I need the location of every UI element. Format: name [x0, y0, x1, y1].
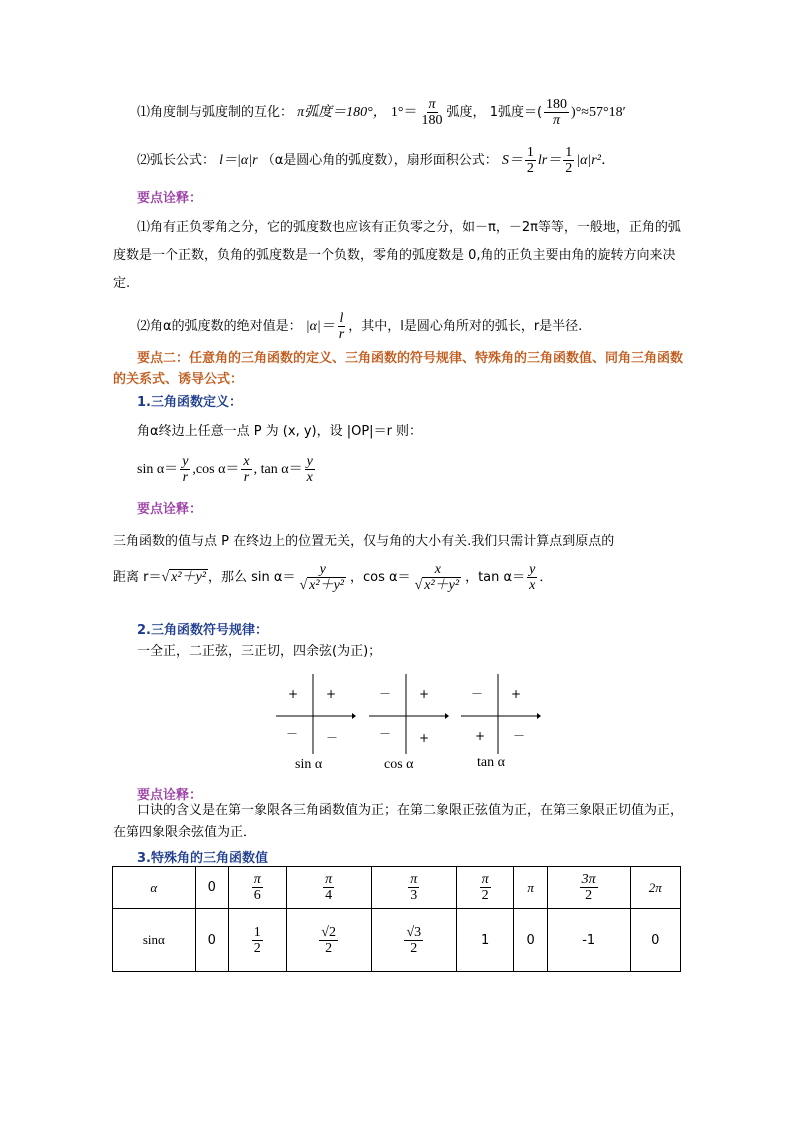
tan-q1-sign: +: [511, 687, 522, 701]
table-cell: π: [514, 867, 547, 909]
table-cell: 0: [195, 909, 228, 972]
table-cell: $\frac{1}{2}$: [228, 909, 286, 972]
half-frac: $\frac{1}{2}$: [526, 145, 534, 176]
sin-q4-sign: －: [326, 731, 339, 745]
table-cell: $\frac{√3}{2}$: [371, 909, 456, 972]
arc-length-label: ⑵弧长公式：: [137, 153, 216, 168]
table-cell: 0: [630, 909, 680, 972]
sin-q1-sign: +: [326, 687, 337, 701]
key-note-heading-1: 要点诠释：: [137, 191, 203, 206]
l-over-r: $\frac{l}{r}$: [338, 311, 345, 342]
table-cell: 2π: [630, 867, 680, 909]
pi-over-180: $\frac{\pi}{180}$: [421, 97, 443, 128]
table-cell: α: [113, 867, 196, 909]
table-row: [113, 909, 681, 972]
half-frac-2: $\frac{1}{2}$: [565, 145, 573, 176]
sin-chart-caption: sin α: [295, 757, 323, 772]
abs-radian-line: ⑵角α的弧度数的绝对值是： |α|＝ $\frac{l}{r}$ ，其中，l是圆心角所对的弧长，r是半径.: [137, 311, 583, 342]
table-cell: $\frac{\pi}{2}$: [456, 867, 514, 909]
sin-q2-sign: +: [288, 687, 299, 701]
special-angle-table: [112, 866, 681, 972]
one-radian-eq: 1弧度＝(: [489, 105, 543, 120]
arc-length-formula: l＝|α|r: [219, 153, 258, 168]
cos-q2-sign: －: [379, 687, 392, 701]
180-over-pi: $\frac{180}{\pi}$: [546, 97, 568, 128]
table-cell: $\frac{\pi}{6}$: [228, 867, 286, 909]
tan-q3-sign: +: [475, 729, 486, 743]
paragraph-sign-angles: ⑴角有正负零角之分，它的弧度数也应该有正负零之分，如－π，－2π等等，一般地，正角的弧度数是一个正数，负角的弧度数是一个负数，零角的弧度数是 0,角的正负主要由角的旋转方向来决定.: [113, 220, 681, 291]
cos-radical-frac: $\frac{x}{\text{√ x²＋y²}}$: [414, 562, 460, 593]
table-cell: sinα: [113, 909, 196, 972]
key-note-2-line2: 距离 r＝√ x²＋y² ，那么 sin α＝ $\frac{y}{\text{√ x²＋y²}}$ ，cos α＝ $\frac{x}{\text{√ x²＋y²}}$ ，tan α＝ $\frac{y}{x}$ ．: [113, 562, 553, 593]
table-cell: $\frac{\pi}{3}$: [371, 867, 456, 909]
subheading-sign-rules: 2.三角函数符号规律：: [137, 623, 268, 638]
cos-sign-chart: [369, 670, 449, 760]
sin-q3-sign: －: [286, 727, 299, 741]
y-over-x: $\frac{y}{x}$: [306, 454, 313, 485]
cos-q3-sign: －: [379, 727, 392, 741]
key-note-heading-2: 要点诠释：: [137, 502, 203, 517]
conversion-label: ⑴角度制与弧度制的互化：: [137, 105, 294, 120]
y-over-r: $\frac{y}{r}$: [182, 454, 189, 485]
key-note-heading-3: 要点诠释：: [137, 788, 203, 803]
table-cell: 1: [456, 909, 514, 972]
cos-q4-sign: +: [419, 731, 430, 745]
table-header-row: [113, 867, 681, 909]
table-cell: $\frac{3\pi}{2}$: [547, 867, 630, 909]
one-degree-eq: 1°＝: [390, 105, 418, 120]
subheading-special-values: 3.特殊角的三角函数值: [137, 851, 268, 866]
cos-q1-sign: +: [419, 687, 430, 701]
conversion-line: ⑴角度制与弧度制的互化： π弧度＝180°， 1°＝ $\frac{\pi}{180}$ 弧度， 1弧度＝( $\frac{180}{\pi}$ )°≈57°18′: [137, 97, 626, 128]
sin-radical-frac: $\frac{y}{\text{√ x²＋y²}}$: [299, 562, 344, 593]
trig-definition-formulas: sin α＝ $\frac{y}{r}$ ,cos α＝ $\frac{x}{r}$ , tan α＝ $\frac{y}{x}$: [137, 454, 313, 485]
cos-chart-caption: cos α: [384, 757, 414, 772]
arc-length-note: （α是圆心角的弧度数），扇形面积公式：: [261, 153, 498, 168]
pi-radian-eq: π弧度＝180°，: [297, 105, 387, 120]
mnemonic-explanation: 口诀的含义是在第一象限各三角函数值为正；在第二象限正弦值为正，在第三象限正切值为正，在第四象限余弦值为正．: [113, 803, 684, 840]
sin-sign-chart: [276, 670, 356, 760]
table-cell: -1: [547, 909, 630, 972]
tan-chart-caption: tan α: [477, 755, 505, 770]
key-note-2-line1: 三角函数的值与点 P 在终边上的位置无关，仅与角的大小有关.我们只需计算点到原点的: [113, 534, 615, 549]
arc-length-line: ⑵弧长公式： l＝|α|r （α是圆心角的弧度数），扇形面积公式： S＝ $\frac{1}{2}$ lr＝ $\frac{1}{2}$ |α|r²．: [137, 145, 615, 176]
subheading-definition: 1.三角函数定义：: [137, 395, 242, 410]
table-cell: 0: [514, 909, 547, 972]
table-cell: $\frac{\pi}{4}$: [286, 867, 371, 909]
section-two-title: 要点二：任意角的三角函数的定义、三角函数的符号规律、特殊角的三角函数值、同角三角函数的关系式、诱导公式：: [113, 351, 684, 387]
table-cell: $\frac{√2}{2}$: [286, 909, 371, 972]
table-cell: 0: [195, 867, 228, 909]
definition-line: 角α终边上任意一点 P 为 (x, y)，设 |OP|＝r 则：: [137, 424, 423, 439]
sign-rule-mnemonic: 一全正，二正弦，三正切，四余弦(为正)；: [137, 644, 382, 659]
x-over-r: $\frac{x}{r}$: [243, 454, 250, 485]
tan-xy-frac: $\frac{y}{x}$: [529, 562, 536, 593]
tan-q4-sign: －: [513, 729, 526, 743]
tan-sign-chart: [461, 670, 541, 760]
tan-q2-sign: －: [471, 687, 484, 701]
